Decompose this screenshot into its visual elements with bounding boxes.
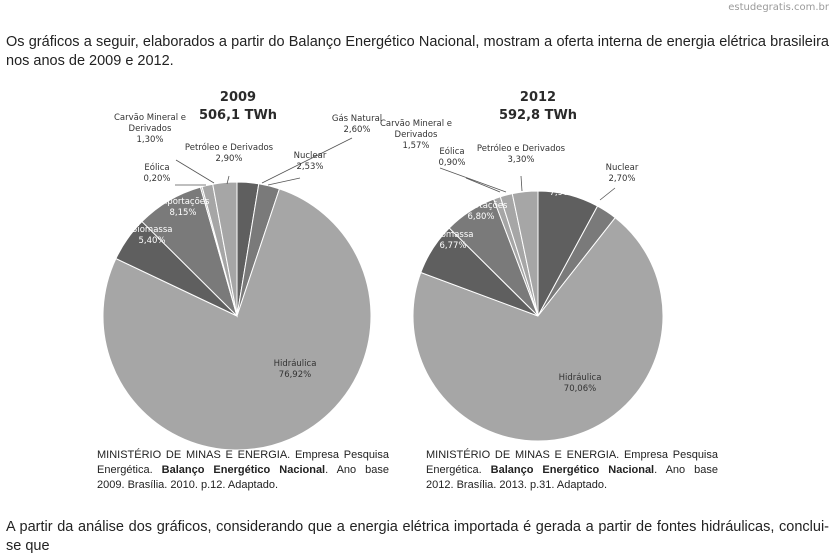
chart-2009-year: 2009 [219, 90, 257, 105]
slice-label-2012: Carvão Mineral e Derivados 1,57% [379, 119, 453, 151]
leader-line [466, 178, 500, 192]
slice-label-2009: Importações 8,15% [156, 197, 210, 218]
source-2009 [97, 448, 389, 493]
chart-2009-total: 506,1 TWh [198, 108, 278, 123]
slice-label-2012: Importações 6,80% [454, 201, 508, 222]
question-paragraph: A partir da análise dos gráficos, considerando que a energia elétrica importada é gerada a partir de fontes hidráulicas, conclui-se que [6, 519, 829, 554]
leader-line [268, 178, 300, 185]
leader-line [440, 168, 506, 192]
leader-line [600, 188, 615, 200]
slice-label-2009: Carvão Mineral e Derivados 1,30% [113, 113, 187, 145]
source-2009-post: . Ano base 2009. Brasília. 2010. p.12. Adaptado. [97, 464, 389, 491]
source-2012-title: Balanço Energético Nacional [490, 464, 655, 476]
slice-label-2012: Biomassa 6,77% [432, 230, 474, 251]
watermark: estudegratis.com.br [728, 2, 829, 13]
chart-2012-year: 2012 [519, 90, 557, 105]
pie-2009 [103, 113, 382, 450]
slice-label-2012: Petróleo e Derivados 3,30% [476, 144, 566, 165]
slice-label-2012: Gás Natural 7,90% [537, 177, 589, 198]
slice-label-2009: Petróleo e Derivados 2,90% [184, 143, 274, 164]
slice-label-2012: Eólica 0,90% [438, 147, 466, 168]
slice-label-2009: Biomassa 5,40% [131, 225, 173, 246]
source-2012-pre: MINISTÉRIO DE MINAS E ENERGIA. Empresa Pesquisa Energética. [426, 449, 718, 476]
chart-2012-total: 592,8 TWh [498, 108, 578, 123]
slice-label-2012: Nuclear 2,70% [605, 163, 639, 184]
pie-2012 [380, 119, 663, 441]
slice-label-2012: Hidráulica 70,06% [558, 373, 602, 394]
source-2012-post: . Ano base 2012. Brasília. 2013. p.31. Adaptado. [426, 464, 718, 491]
leader-line [176, 160, 214, 183]
slice-label-2009: Gás Natural 2,60% [331, 114, 383, 135]
intro-paragraph: Os gráficos a seguir, elaborados a partir do Balanço Energético Nacional, mostram a oferta interna de energia elétrica brasileira nos anos de 2009 e 2012. [6, 34, 829, 69]
leader-line [521, 176, 522, 191]
slice-label-2009: Eólica 0,20% [143, 163, 171, 184]
source-2012 [426, 448, 718, 493]
slice-label-2009: Nuclear 2,53% [293, 151, 327, 172]
source-2009-pre: MINISTÉRIO DE MINAS E ENERGIA. Empresa Pesquisa Energética. [97, 449, 389, 476]
slice-label-2009: Hidráulica 76,92% [273, 359, 317, 380]
source-2009-title: Balanço Energético Nacional [161, 464, 326, 476]
